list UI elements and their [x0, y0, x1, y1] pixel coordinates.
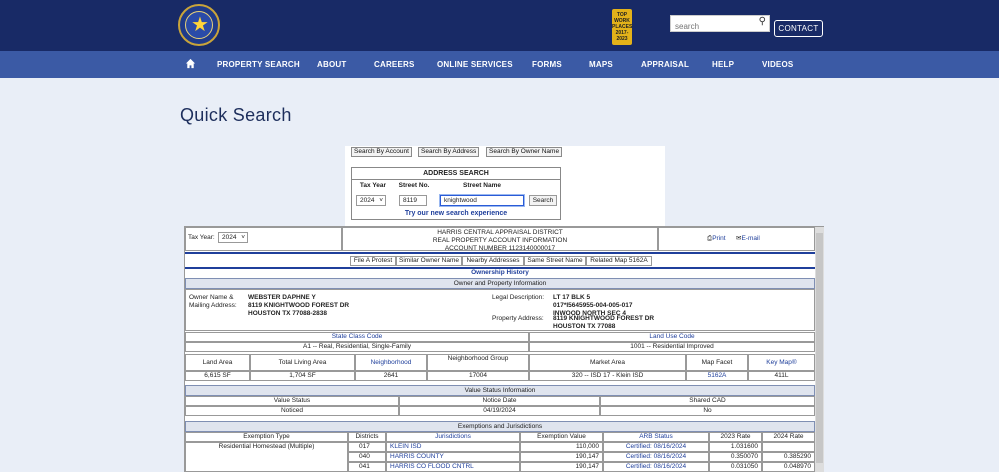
state-class-code-value: A1 -- Real, Residential, Single-Family — [185, 342, 529, 352]
value-status-heading: Value Status Information — [185, 385, 815, 396]
jurisdiction-link[interactable]: HARRIS CO FLOOD CNTRL — [386, 462, 520, 472]
nav-help[interactable]: HELP — [712, 60, 735, 69]
tax-year-value: 2024 — [360, 197, 375, 204]
shared-cad-value: No — [600, 406, 815, 416]
mailing-street: 8119 KNIGHTWOOD FOREST DR — [248, 302, 350, 309]
new-search-link[interactable]: Try our new search experience — [404, 210, 508, 217]
print-email-cell — [658, 227, 815, 251]
districts-header: Districts — [348, 432, 386, 442]
tax-year-header: Tax Year — [359, 182, 387, 189]
nav-appraisal[interactable]: APPRAISAL — [641, 60, 690, 69]
property-address-label: Property Address: — [492, 315, 544, 322]
report-tax-year-value: 2024 — [222, 234, 237, 241]
nav-careers[interactable]: CAREERS — [374, 60, 415, 69]
arb-status-link[interactable]: Certified: 08/16/2024 — [603, 452, 709, 462]
legal-line: LT 17 BLK 5 — [553, 294, 591, 301]
nav-online-services[interactable]: ONLINE SERVICES — [437, 60, 513, 69]
rate-2023-value: 0.031050 — [709, 462, 762, 472]
exemption-type-header: Exemption Type — [185, 432, 348, 442]
contact-button[interactable]: CONTACT — [774, 20, 823, 37]
street-no-input[interactable]: 8119 — [399, 195, 427, 206]
ownership-history-link[interactable]: Ownership History — [471, 269, 529, 276]
state-class-code-link[interactable]: State Class Code — [185, 332, 529, 342]
land-use-code-link[interactable]: Land Use Code — [529, 332, 815, 342]
search-by-address-button[interactable]: Search By Address — [418, 147, 479, 157]
owner-name: WEBSTER DAPHNE Y — [248, 294, 316, 301]
rate-2024-value: 0.385290 — [762, 452, 815, 462]
arb-status-link[interactable]: Certified: 08/16/2024 — [603, 442, 709, 452]
jurisdictions-header-link[interactable]: Jurisdictions — [386, 432, 520, 442]
same-street-link[interactable]: Same Street Name — [524, 256, 586, 266]
page-title: Quick Search — [180, 105, 292, 125]
print-label: Print — [712, 235, 726, 242]
nav-videos[interactable]: VIDEOS — [762, 60, 794, 69]
property-city: HOUSTON TX 77088 — [553, 323, 616, 330]
land-use-code-value: 1001 -- Residential Improved — [529, 342, 815, 352]
account-info-title: REAL PROPERTY ACCOUNT INFORMATION — [432, 237, 568, 244]
rate-2024-value — [762, 442, 815, 452]
arb-status-header-link[interactable]: ARB Status — [603, 432, 709, 442]
tax-year-label: Tax Year: — [188, 234, 215, 241]
district-name: HARRIS CENTRAL APPRAISAL DISTRICT — [437, 229, 563, 236]
nav-forms[interactable]: FORMS — [532, 60, 562, 69]
email-label: E-mail — [741, 235, 760, 242]
neighborhood-header-link[interactable]: Neighborhood — [355, 354, 427, 371]
scrollbar-thumb[interactable] — [816, 233, 823, 463]
file-protest-link[interactable]: File A Protest — [350, 256, 396, 266]
hcad-seal-logo[interactable] — [178, 4, 220, 46]
top-workplaces-badge — [612, 9, 632, 45]
nav-property-search[interactable]: PROPERTY SEARCH — [217, 60, 300, 69]
print-link[interactable] — [707, 235, 726, 243]
chevron-down-icon: ˅ — [241, 234, 245, 241]
street-no-header: Street No. — [398, 182, 430, 189]
badge-line: WORK — [614, 18, 630, 24]
key-map-value: 411L — [748, 371, 815, 381]
street-name-input[interactable]: knightwood — [440, 195, 524, 206]
owner-property-block — [185, 289, 815, 331]
home-icon[interactable] — [185, 58, 196, 69]
nav-about[interactable]: ABOUT — [317, 60, 347, 69]
key-map-header-link[interactable]: Key Map® — [748, 354, 815, 371]
exemption-value: 190,147 — [520, 452, 603, 462]
street-name-header: Street Name — [463, 182, 501, 189]
value-status-value: Noticed — [185, 406, 399, 416]
owner-label: Owner Name & Mailing Address: — [189, 294, 237, 309]
report-tax-year-cell — [185, 227, 342, 251]
star-icon: ★ — [191, 14, 209, 36]
nav-maps[interactable]: MAPS — [589, 60, 613, 69]
exemption-value: 190,147 — [520, 462, 603, 472]
jurisdiction-link[interactable]: KLEIN ISD — [386, 442, 520, 452]
district-code: 041 — [348, 462, 386, 472]
map-facet-header: Map Facet — [686, 354, 748, 371]
owner-property-heading: Owner and Property Information — [185, 278, 815, 289]
market-area-header: Market Area — [529, 354, 686, 371]
main-nav — [0, 51, 999, 78]
exemption-type-value: Residential Homestead (Multiple) — [185, 442, 348, 472]
site-search — [670, 15, 770, 32]
address-search-button[interactable]: Search — [529, 195, 557, 206]
nearby-addresses-link[interactable]: Nearby Addresses — [462, 256, 524, 266]
tax-year-select[interactable] — [356, 195, 386, 206]
legal-label: Legal Description: — [492, 294, 545, 301]
chevron-down-icon: ˅ — [379, 197, 383, 204]
account-info-header — [342, 227, 658, 251]
rate-2023-header: 2023 Rate — [709, 432, 762, 442]
exemptions-heading: Exemptions and Jurisdictions — [185, 421, 815, 432]
living-area-header: Total Living Area — [250, 354, 355, 371]
district-code: 040 — [348, 452, 386, 462]
neighborhood-group-header: Neighborhood Group — [427, 354, 529, 371]
search-by-owner-button[interactable]: Search By Owner Name — [486, 147, 562, 157]
badge-line: TOP — [616, 12, 628, 18]
related-map-link[interactable]: Related Map 5162A — [586, 256, 652, 266]
land-area-header: Land Area — [185, 354, 250, 371]
rate-2024-value: 0.048970 — [762, 462, 815, 472]
owner-details — [248, 294, 349, 318]
market-area-value: 320 -- ISD 17 - Klein ISD — [529, 371, 686, 381]
rate-2023-value: 1.031600 — [709, 442, 762, 452]
legal-line: INWOOD NORTH SEC 4 — [553, 310, 626, 317]
jurisdiction-link[interactable]: HARRIS COUNTY — [386, 452, 520, 462]
report-tax-year-select[interactable] — [218, 232, 248, 243]
living-area-value: 1,704 SF — [250, 371, 355, 381]
value-status-header: Value Status — [185, 396, 399, 406]
neighborhood-group-value: 17004 — [427, 371, 529, 381]
exemption-value: 110,000 — [520, 442, 603, 452]
notice-date-value: 04/19/2024 — [399, 406, 600, 416]
rate-2024-header: 2024 Rate — [762, 432, 815, 442]
property-report — [184, 226, 824, 472]
rate-2023-value: 0.350070 — [709, 452, 762, 462]
divider — [185, 252, 815, 254]
address-search-box — [351, 167, 561, 220]
neighborhood-value: 2641 — [355, 371, 427, 381]
exemption-value-header: Exemption Value — [520, 432, 603, 442]
similar-owner-link[interactable]: Similar Owner Name — [396, 256, 462, 266]
map-facet-link[interactable]: 5162A — [686, 371, 748, 381]
district-code: 017 — [348, 442, 386, 452]
mailing-city: HOUSTON TX 77088-2838 — [248, 310, 327, 317]
badge-line: 2017-2023 — [615, 30, 629, 42]
legal-line: 017*I5645955-004-005-017 — [553, 302, 633, 309]
arb-status-link[interactable]: Certified: 08/16/2024 — [603, 462, 709, 472]
badge-line: PLACES — [612, 24, 633, 30]
notice-date-header: Notice Date — [399, 396, 600, 406]
search-input[interactable] — [671, 19, 751, 34]
land-area-value: 6,615 SF — [185, 371, 250, 381]
email-link[interactable] — [736, 235, 760, 243]
top-header — [0, 0, 999, 51]
printer-icon: ⎙ — [707, 235, 713, 242]
address-search-heading: ADDRESS SEARCH — [352, 168, 560, 180]
search-by-account-button[interactable]: Search By Account — [351, 147, 412, 157]
report-scrollbar[interactable] — [815, 227, 824, 472]
shared-cad-header: Shared CAD — [600, 396, 815, 406]
account-number: ACCOUNT NUMBER 1123140000017 — [444, 245, 556, 251]
property-address — [553, 315, 654, 331]
envelope-icon: ✉ — [736, 235, 742, 242]
property-street: 8119 KNIGHTWOOD FOREST DR — [553, 315, 655, 322]
search-icon[interactable]: ⚲ — [758, 16, 766, 27]
